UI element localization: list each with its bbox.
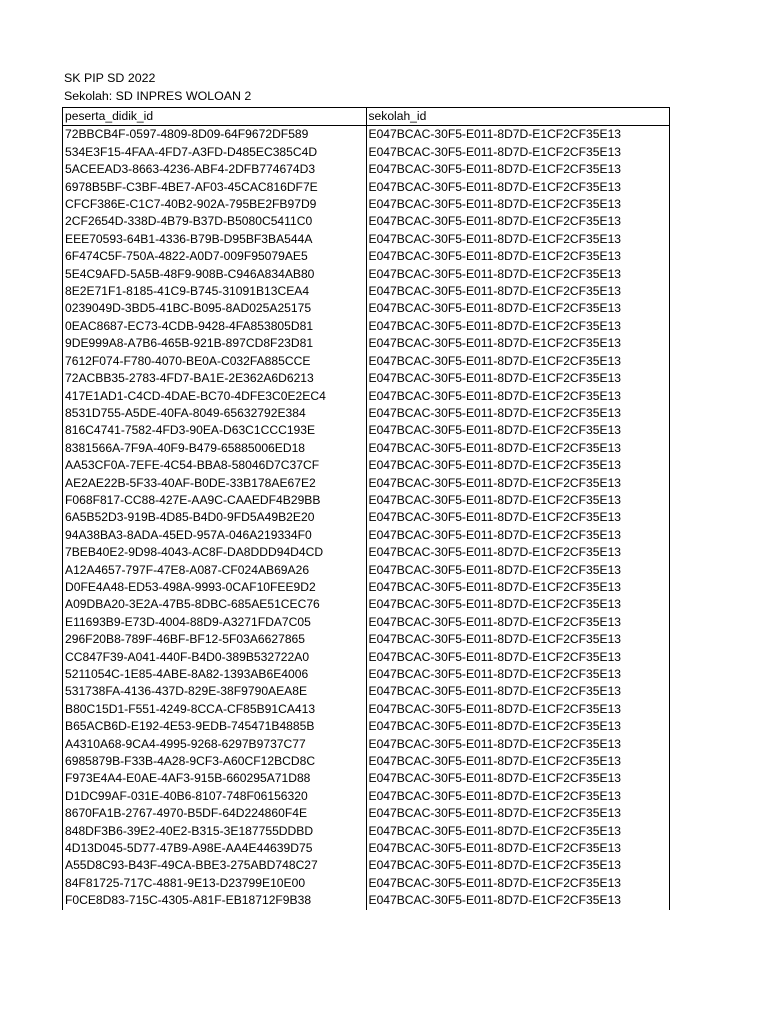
table-row [63, 683, 670, 700]
peserta-didik-id-cell: 6978B5BF-C3BF-4BE7-AF03-45CAC816DF7E [63, 179, 367, 196]
sekolah-id-cell: E047BCAC-30F5-E011-8D7D-E1CF2CF35E13 [366, 318, 670, 335]
peserta-didik-id-cell: D1DC99AF-031E-40B6-8107-748F06156320 [63, 788, 367, 805]
table-row [63, 562, 670, 579]
peserta-didik-id-cell: 296F20B8-789F-46BF-BF12-5F03A6627865 [63, 631, 367, 648]
table-row [63, 579, 670, 596]
peserta-didik-id-cell: 94A38BA3-8ADA-45ED-957A-046A219334F0 [63, 527, 367, 544]
peserta-didik-id-cell: B65ACB6D-E192-4E53-9EDB-745471B4885B [63, 718, 367, 735]
document-title: SK PIP SD 2022 [64, 71, 156, 85]
sekolah-id-cell: E047BCAC-30F5-E011-8D7D-E1CF2CF35E13 [366, 875, 670, 892]
peserta-didik-id-cell: 5E4C9AFD-5A5B-48F9-908B-C946A834AB80 [63, 266, 367, 283]
peserta-didik-id-cell: 816C4741-7582-4FD3-90EA-D63C1CCC193E [63, 422, 367, 439]
sekolah-id-cell: E047BCAC-30F5-E011-8D7D-E1CF2CF35E13 [366, 405, 670, 422]
peserta-didik-id-cell: 2CF2654D-338D-4B79-B37D-B5080C5411C0 [63, 213, 367, 230]
table-row [63, 666, 670, 683]
sekolah-id-cell: E047BCAC-30F5-E011-8D7D-E1CF2CF35E13 [366, 213, 670, 230]
sekolah-id-cell: E047BCAC-30F5-E011-8D7D-E1CF2CF35E13 [366, 823, 670, 840]
peserta-didik-id-cell: CFCF386E-C1C7-40B2-902A-795BE2FB97D9 [63, 196, 367, 213]
sekolah-id-cell: E047BCAC-30F5-E011-8D7D-E1CF2CF35E13 [366, 788, 670, 805]
peserta-didik-id-cell: AA53CF0A-7EFE-4C54-BBA8-58046D7C37CF [63, 457, 367, 474]
sekolah-id-cell: E047BCAC-30F5-E011-8D7D-E1CF2CF35E13 [366, 126, 670, 144]
sekolah-id-cell: E047BCAC-30F5-E011-8D7D-E1CF2CF35E13 [366, 753, 670, 770]
table-row [63, 457, 670, 474]
table-row [63, 857, 670, 874]
table-row [63, 492, 670, 509]
table-row [63, 805, 670, 822]
sekolah-id-cell: E047BCAC-30F5-E011-8D7D-E1CF2CF35E13 [366, 579, 670, 596]
table-row [63, 196, 670, 213]
school-line: Sekolah: SD INPRES WOLOAN 2 [64, 89, 252, 103]
sekolah-id-cell: E047BCAC-30F5-E011-8D7D-E1CF2CF35E13 [366, 892, 670, 909]
table-row [63, 509, 670, 526]
table-row [63, 318, 670, 335]
sekolah-id-cell: E047BCAC-30F5-E011-8D7D-E1CF2CF35E13 [366, 736, 670, 753]
peserta-didik-id-cell: 8381566A-7F9A-40F9-B479-65885006ED18 [63, 440, 367, 457]
table-row [63, 631, 670, 648]
table-row [63, 475, 670, 492]
sekolah-id-cell: E047BCAC-30F5-E011-8D7D-E1CF2CF35E13 [366, 179, 670, 196]
peserta-didik-id-cell: 7612F074-F780-4070-BE0A-C032FA885CCE [63, 353, 367, 370]
table-row [63, 840, 670, 857]
sekolah-id-cell: E047BCAC-30F5-E011-8D7D-E1CF2CF35E13 [366, 475, 670, 492]
peserta-didik-id-cell: 0EAC8687-EC73-4CDB-9428-4FA853805D81 [63, 318, 367, 335]
sekolah-id-cell: E047BCAC-30F5-E011-8D7D-E1CF2CF35E13 [366, 596, 670, 613]
sekolah-id-cell: E047BCAC-30F5-E011-8D7D-E1CF2CF35E13 [366, 440, 670, 457]
sekolah-id-cell: E047BCAC-30F5-E011-8D7D-E1CF2CF35E13 [366, 857, 670, 874]
peserta-didik-id-cell: E11693B9-E73D-4004-88D9-A3271FDA7C05 [63, 614, 367, 631]
peserta-didik-id-cell: 4D13D045-5D77-47B9-A98E-AA4E44639D75 [63, 840, 367, 857]
table-row [63, 788, 670, 805]
sekolah-id-cell: E047BCAC-30F5-E011-8D7D-E1CF2CF35E13 [366, 614, 670, 631]
sekolah-id-cell: E047BCAC-30F5-E011-8D7D-E1CF2CF35E13 [366, 509, 670, 526]
peserta-didik-id-cell: F973E4A4-E0AE-4AF3-915B-660295A71D88 [63, 770, 367, 787]
sekolah-id-cell: E047BCAC-30F5-E011-8D7D-E1CF2CF35E13 [366, 457, 670, 474]
sekolah-id-cell: E047BCAC-30F5-E011-8D7D-E1CF2CF35E13 [366, 805, 670, 822]
peserta-didik-id-cell: 6F474C5F-750A-4822-A0D7-009F95079AE5 [63, 248, 367, 265]
sekolah-id-cell: E047BCAC-30F5-E011-8D7D-E1CF2CF35E13 [366, 492, 670, 509]
peserta-didik-id-cell: A4310A68-9CA4-4995-9268-6297B9737C77 [63, 736, 367, 753]
sekolah-id-cell: E047BCAC-30F5-E011-8D7D-E1CF2CF35E13 [366, 388, 670, 405]
sekolah-id-cell: E047BCAC-30F5-E011-8D7D-E1CF2CF35E13 [366, 422, 670, 439]
table-row [63, 266, 670, 283]
sekolah-id-cell: E047BCAC-30F5-E011-8D7D-E1CF2CF35E13 [366, 544, 670, 561]
table-row [63, 353, 670, 370]
table-row [63, 405, 670, 422]
sekolah-id-cell: E047BCAC-30F5-E011-8D7D-E1CF2CF35E13 [366, 283, 670, 300]
table-row [63, 718, 670, 735]
peserta-didik-id-cell: 5211054C-1E85-4ABE-8A82-1393AB6E4006 [63, 666, 367, 683]
table-row [63, 422, 670, 439]
sekolah-id-cell: E047BCAC-30F5-E011-8D7D-E1CF2CF35E13 [366, 718, 670, 735]
table-row [63, 231, 670, 248]
peserta-didik-id-cell: 9DE999A8-A7B6-465B-921B-897CD8F23D81 [63, 335, 367, 352]
peserta-didik-id-cell: 7BEB40E2-9D98-4043-AC8F-DA8DDD94D4CD [63, 544, 367, 561]
peserta-didik-id-cell: 6A5B52D3-919B-4D85-B4D0-9FD5A49B2E20 [63, 509, 367, 526]
peserta-didik-id-cell: 5ACEEAD3-8663-4236-ABF4-2DFB774674D3 [63, 161, 367, 178]
peserta-didik-id-cell: F068F817-CC88-427E-AA9C-CAAEDF4B29BB [63, 492, 367, 509]
peserta-didik-id-cell: 8531D755-A5DE-40FA-8049-65632792E384 [63, 405, 367, 422]
sekolah-id-cell: E047BCAC-30F5-E011-8D7D-E1CF2CF35E13 [366, 300, 670, 317]
table-row [63, 370, 670, 387]
table-row [63, 649, 670, 666]
table-row [63, 596, 670, 613]
peserta-didik-id-cell: AE2AE22B-5F33-40AF-B0DE-33B178AE67E2 [63, 475, 367, 492]
peserta-didik-id-cell: 531738FA-4136-437D-829E-38F9790AEA8E [63, 683, 367, 700]
sekolah-id-cell: E047BCAC-30F5-E011-8D7D-E1CF2CF35E13 [366, 770, 670, 787]
sekolah-id-cell: E047BCAC-30F5-E011-8D7D-E1CF2CF35E13 [366, 562, 670, 579]
table-row [63, 892, 670, 909]
table-row [63, 300, 670, 317]
peserta-didik-id-cell: D0FE4A48-ED53-498A-9993-0CAF10FEE9D2 [63, 579, 367, 596]
table-row [63, 144, 670, 161]
table-row [63, 736, 670, 753]
student-table [62, 107, 670, 910]
table-row [63, 335, 670, 352]
table-body [63, 126, 670, 910]
table-row [63, 875, 670, 892]
table-row [63, 179, 670, 196]
peserta-didik-id-cell: F0CE8D83-715C-4305-A81F-EB18712F9B38 [63, 892, 367, 909]
sekolah-id-cell: E047BCAC-30F5-E011-8D7D-E1CF2CF35E13 [366, 683, 670, 700]
sekolah-id-cell: E047BCAC-30F5-E011-8D7D-E1CF2CF35E13 [366, 701, 670, 718]
sekolah-id-cell: E047BCAC-30F5-E011-8D7D-E1CF2CF35E13 [366, 161, 670, 178]
peserta-didik-id-cell: 6985879B-F33B-4A28-9CF3-A60CF12BCD8C [63, 753, 367, 770]
peserta-didik-id-cell: 72BBCB4F-0597-4809-8D09-64F9672DF589 [63, 126, 367, 144]
column-header-peserta-didik-id: peserta_didik_id [63, 108, 367, 126]
peserta-didik-id-cell: 8E2E71F1-8185-41C9-B745-31091B13CEA4 [63, 283, 367, 300]
table-row [63, 283, 670, 300]
table-row [63, 126, 670, 144]
sekolah-id-cell: E047BCAC-30F5-E011-8D7D-E1CF2CF35E13 [366, 335, 670, 352]
peserta-didik-id-cell: A55D8C93-B43F-49CA-BBE3-275ABD748C27 [63, 857, 367, 874]
peserta-didik-id-cell: B80C15D1-F551-4249-8CCA-CF85B91CA413 [63, 701, 367, 718]
peserta-didik-id-cell: 534E3F15-4FAA-4FD7-A3FD-D485EC385C4D [63, 144, 367, 161]
table-row [63, 161, 670, 178]
table-row [63, 701, 670, 718]
peserta-didik-id-cell: CC847F39-A041-440F-B4D0-389B532722A0 [63, 649, 367, 666]
sekolah-id-cell: E047BCAC-30F5-E011-8D7D-E1CF2CF35E13 [366, 196, 670, 213]
peserta-didik-id-cell: A12A4657-797F-47E8-A087-CF024AB69A26 [63, 562, 367, 579]
sekolah-id-cell: E047BCAC-30F5-E011-8D7D-E1CF2CF35E13 [366, 840, 670, 857]
sekolah-id-cell: E047BCAC-30F5-E011-8D7D-E1CF2CF35E13 [366, 231, 670, 248]
peserta-didik-id-cell: 848DF3B6-39E2-40E2-B315-3E187755DDBD [63, 823, 367, 840]
sekolah-id-cell: E047BCAC-30F5-E011-8D7D-E1CF2CF35E13 [366, 353, 670, 370]
table-row [63, 388, 670, 405]
table-header-row [63, 108, 670, 126]
sekolah-id-cell: E047BCAC-30F5-E011-8D7D-E1CF2CF35E13 [366, 631, 670, 648]
table-row [63, 753, 670, 770]
sekolah-id-cell: E047BCAC-30F5-E011-8D7D-E1CF2CF35E13 [366, 370, 670, 387]
peserta-didik-id-cell: 417E1AD1-C4CD-4DAE-BC70-4DFE3C0E2EC4 [63, 388, 367, 405]
sekolah-id-cell: E047BCAC-30F5-E011-8D7D-E1CF2CF35E13 [366, 666, 670, 683]
sekolah-id-cell: E047BCAC-30F5-E011-8D7D-E1CF2CF35E13 [366, 649, 670, 666]
table-row [63, 770, 670, 787]
table-row [63, 248, 670, 265]
column-header-sekolah-id: sekolah_id [366, 108, 670, 126]
sekolah-id-cell: E047BCAC-30F5-E011-8D7D-E1CF2CF35E13 [366, 527, 670, 544]
table-row [63, 614, 670, 631]
sekolah-id-cell: E047BCAC-30F5-E011-8D7D-E1CF2CF35E13 [366, 248, 670, 265]
peserta-didik-id-cell: EEE70593-64B1-4336-B79B-D95BF3BA544A [63, 231, 367, 248]
table-row [63, 823, 670, 840]
table-row [63, 213, 670, 230]
peserta-didik-id-cell: A09DBA20-3E2A-47B5-8DBC-685AE51CEC76 [63, 596, 367, 613]
table-row [63, 440, 670, 457]
peserta-didik-id-cell: 8670FA1B-2767-4970-B5DF-64D224860F4E [63, 805, 367, 822]
table-row [63, 527, 670, 544]
peserta-didik-id-cell: 72ACBB35-2783-4FD7-BA1E-2E362A6D6213 [63, 370, 367, 387]
peserta-didik-id-cell: 0239049D-3BD5-41BC-B095-8AD025A25175 [63, 300, 367, 317]
table-row [63, 544, 670, 561]
sekolah-id-cell: E047BCAC-30F5-E011-8D7D-E1CF2CF35E13 [366, 144, 670, 161]
sekolah-id-cell: E047BCAC-30F5-E011-8D7D-E1CF2CF35E13 [366, 266, 670, 283]
peserta-didik-id-cell: 84F81725-717C-4881-9E13-D23799E10E00 [63, 875, 367, 892]
